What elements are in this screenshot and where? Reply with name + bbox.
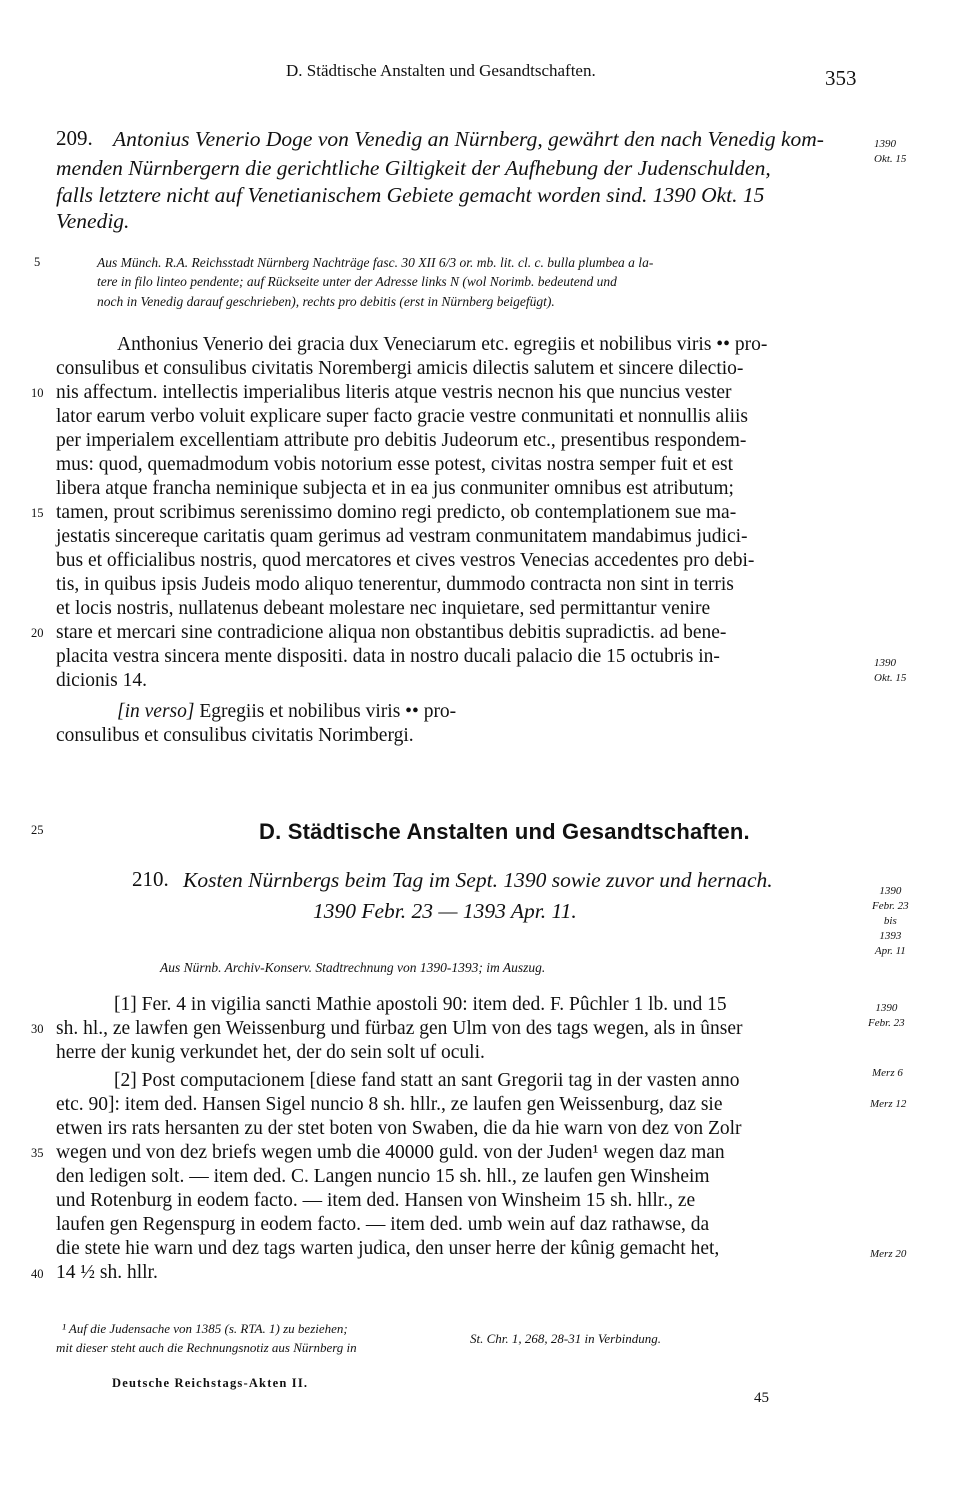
document-title-line: menden Nürnbergern die gerichtliche Giltigkeit der Aufhebung der Judenschulden,	[56, 156, 771, 180]
margin-date-day: Febr. 23	[872, 900, 909, 912]
letter-line: stare et mercari sine contradicione aliqua non obstantibus debitis supradictis. ad bene-	[56, 622, 727, 643]
letter-line: jestatis sincereque caritatis quam gerimus ad vestram conmunitatem mandabimus judici-	[56, 526, 748, 547]
footnote-reference: St. Chr. 1, 268, 28-31 in Verbindung.	[470, 1331, 662, 1346]
letter-line: placita vestra sincera mente dispositi. data in nostro ducali palacio die 15 octubris in-	[56, 646, 720, 667]
page-number: 353	[825, 66, 857, 90]
account-line: laufen gen Regenspurg in eodem facto. — item ded. umb wein auf daz rathawse, da	[56, 1214, 710, 1235]
margin-date-year: 1390	[875, 1002, 898, 1014]
line-number: 40	[31, 1267, 44, 1281]
source-line: Aus Münch. R.A. Reichsstadt Nürnberg Nachträge fasc. 30 XII 6/3 or. mb. lit. cl. c. bulla plumbea a la-	[97, 255, 654, 270]
account-line: die stete hie warn und dez tags warten judica, den unser herre der kûnig gemacht het,	[56, 1238, 720, 1259]
section-heading: D. Städtische Anstalten und Gesandtschaften.	[259, 819, 750, 844]
line-number: 10	[31, 386, 44, 400]
running-title: D. Städtische Anstalten und Gesandtschaften.	[286, 61, 596, 80]
verso-label: [in verso]	[117, 701, 195, 722]
account-line: [2] Post computacionem [diese fand statt an sant Gregorii tag in der vasten anno	[114, 1070, 740, 1091]
margin-date-year: 1390	[879, 885, 902, 897]
margin-date	[874, 656, 906, 686]
verso-address: Egregiis et nobilibus viris •• pro-	[199, 701, 457, 722]
margin-date-year: 1393	[879, 930, 902, 942]
verso-line: consulibus et consulibus civitatis Norimbergi.	[56, 725, 414, 746]
document-title-line: falls letztere nicht auf Venetianischem Gebiete gemacht worden sind. 1390 Okt. 15	[56, 183, 765, 207]
account-line: herre der kunig verkundet het, der do sein solt uf oculi.	[56, 1042, 485, 1063]
letter-line: consulibus et consulibus civitatis Norembergi amicis dilectis salutem et sincere dilectio-	[56, 358, 744, 379]
margin-date	[872, 884, 909, 959]
account-line: [1] Fer. 4 in vigilia sancti Mathie apostoli 90: item ded. F. Pûchler 1 lb. und 15	[114, 994, 727, 1015]
line-number: 25	[31, 823, 44, 837]
letter-line: dicionis 14.	[56, 670, 147, 691]
document-title-line: Antonius Venerio Doge von Venedig an Nürnberg, gewährt den nach Venedig kom-	[113, 127, 824, 151]
document-title-line: Kosten Nürnbergs beim Tag im Sept. 1390 sowie zuvor und hernach.	[183, 868, 773, 892]
account-line: etc. 90]: item ded. Hansen Sigel nuncio 8 sh. hllr., ze laufen gen Weissenburg, daz sie	[56, 1094, 723, 1115]
letter-line: libera atque francha neminique subjecta et in ea jus conmuniter omnibus est atributum;	[56, 478, 734, 499]
letter-line: nis affectum. intellectis imperialibus literis atque vestris necnon his que nuncius vester	[56, 382, 732, 403]
account-line: etwen irs rats hersanten zu der stet boten von Swaben, die da hie warn von dez von Zolr	[56, 1118, 742, 1139]
line-number: 30	[31, 1022, 44, 1036]
margin-date: Merz 20	[870, 1248, 907, 1260]
margin-date-year: 1390	[874, 138, 896, 150]
document-number: 210.	[132, 867, 169, 891]
margin-date: Merz 12	[870, 1098, 907, 1110]
source-line: tere in filo linteo pendente; auf Rückseite unter der Adresse links N (wol Norimb. bedeutend und	[97, 274, 617, 289]
account-line: sh. hl., ze lawfen gen Weissenburg und fürbaz gen Ulm von des tags wegen, als in ûnser	[56, 1018, 743, 1039]
margin-date-year: 1390	[874, 657, 896, 669]
letter-line: tis, in quibus ipsis Judeis modo aliquo tenerentur, dummodo contracta non sint in terris	[56, 574, 734, 595]
letter-line: mus: quod, quemadmodum vobis notorium esse potest, civitas nostra semper fuit et est	[56, 454, 733, 475]
line-number: 20	[31, 626, 44, 640]
margin-date-range: bis	[883, 915, 897, 927]
margin-date: Merz 6	[872, 1067, 903, 1079]
account-line: und Rotenburg in eodem facto. — item ded. Hansen von Winsheim 15 sh. hllr., ze	[56, 1190, 696, 1211]
footnote-line: ¹ Auf die Judensache von 1385 (s. RTA. 1) zu beziehen;	[62, 1321, 348, 1336]
account-line: wegen und von dez briefs wegen umb die 40000 guld. von der Juden¹ wegen daz man	[56, 1142, 725, 1163]
margin-date-day: Okt. 15	[874, 153, 907, 165]
letter-line: tamen, prout scribimus serenissimo domino regi predicto, ob contemplationem sue ma-	[56, 502, 737, 523]
line-number: 35	[31, 1146, 44, 1160]
series-title: Deutsche Reichstags-Akten II.	[112, 1376, 309, 1390]
sheet-signature: 45	[754, 1390, 769, 1406]
margin-date-day: Apr. 11	[874, 945, 906, 957]
margin-date-day: Okt. 15	[874, 672, 907, 684]
document-title-line: Venedig.	[56, 209, 130, 233]
source-line: Aus Nürnb. Archiv-Konserv. Stadtrechnung von 1390-1393; im Auszug.	[160, 960, 546, 975]
letter-line: et locis nostris, nullatenus debeant molestare nec inquietare, sed permittantur venire	[56, 598, 711, 619]
verso-line	[117, 700, 456, 724]
letter-line: per imperialem excellentiam attribute pro debitis Judeorum etc., presentibus respondem-	[56, 430, 747, 451]
account-line: den ledigen solt. — item ded. C. Langen nuncio 15 sh. hll., ze laufen gen Winsheim	[56, 1166, 710, 1187]
document-title-line: 1390 Febr. 23 — 1393 Apr. 11.	[313, 899, 577, 923]
line-number: 15	[31, 506, 44, 520]
document-number: 209.	[56, 126, 93, 150]
margin-date	[868, 1001, 905, 1031]
letter-line: lator earum verbo voluit explicare super facto gracie vestre conmunitati et nonnullis aliis	[56, 406, 749, 427]
account-line: 14 ½ sh. hllr.	[56, 1262, 158, 1283]
letter-line: bus et officialibus nostris, quod mercatores et cives vestros Venecias accedentes pro debi-	[56, 550, 755, 571]
margin-date-day: Febr. 23	[868, 1017, 905, 1029]
footnote-line: mit dieser steht auch die Rechnungsnotiz aus Nürnberg in	[56, 1340, 357, 1355]
source-line: noch in Venedig darauf geschrieben), rechts pro debitis (erst in Nürnberg beigefügt).	[97, 294, 555, 309]
letter-line: Anthonius Venerio dei gracia dux Veneciarum etc. egregiis et nobilibus viris •• pro-	[117, 334, 768, 355]
margin-date	[874, 137, 906, 167]
line-number: 5	[34, 255, 41, 269]
